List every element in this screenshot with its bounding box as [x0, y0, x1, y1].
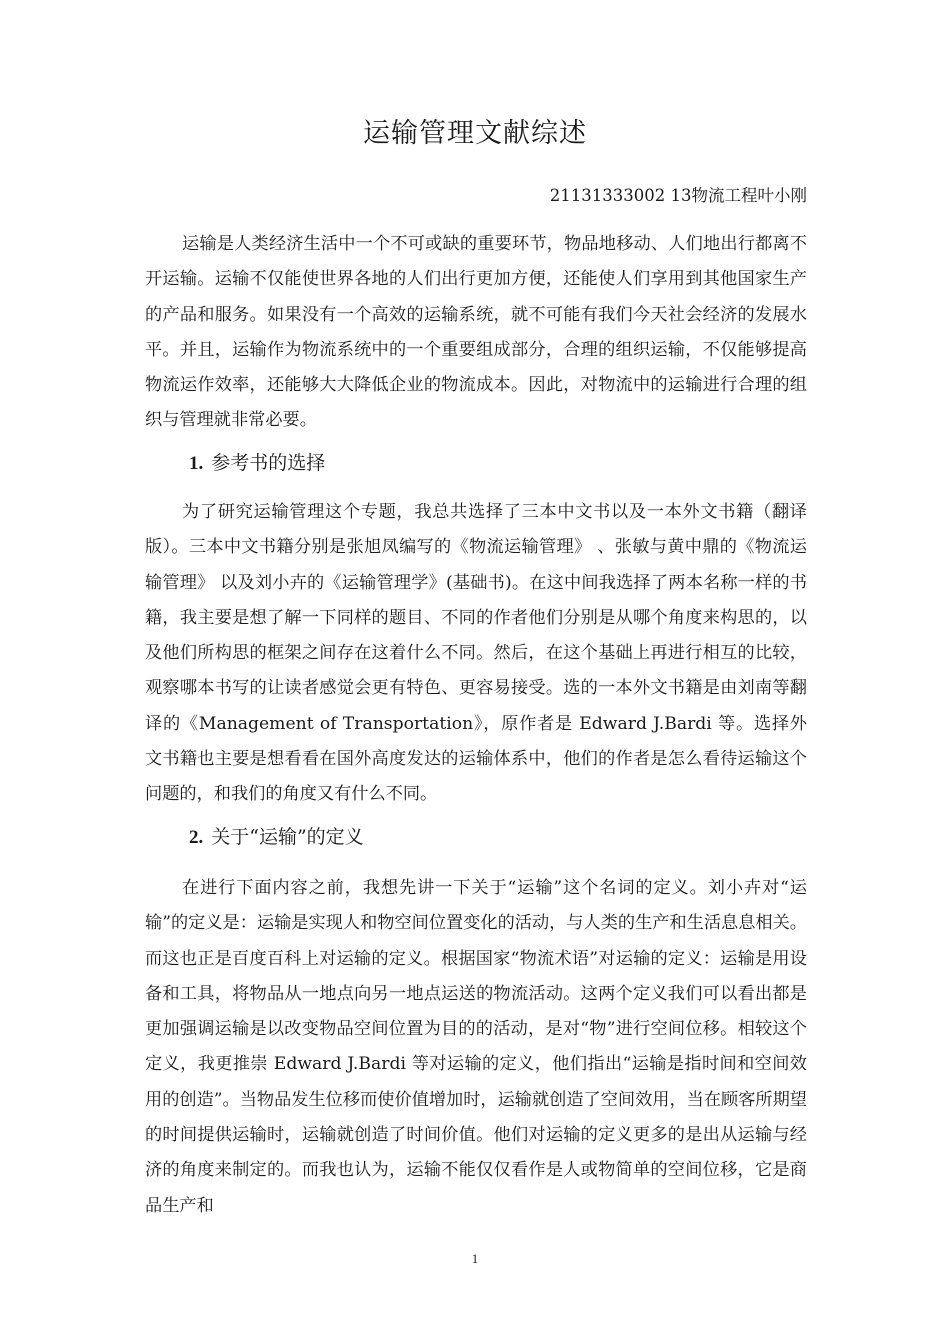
document-title: 运输管理文献综述: [363, 118, 587, 149]
section-heading-1: [189, 448, 325, 479]
section-2-paragraph: 在进行下面内容之前，我想先讲一下关于“运输”这个名词的定义。刘小卉对“运输”的定义是：运输是实现人和物空间位置变化的活动，与人类的生产和生活息息相关。而这也正是百度百科上对运输的定义。根据国家“物流术语”对运输的定义：运输是用设备和工具，将物品从一地点向另一地点运送的物流活动。这两个定义我们可以看出都是更加强调运输是以改变物品空间位置为目的的活动，是对“物”进行空间位移。相较这个定义，我更推崇 Edward J.Bardi 等对运输的定义，他们指出“运输是指时间和空间效用的创造”。当物品发生位移而使价值增加时，运输就创造了空间效用，当在顾客所期望的时间提供运输时，运输就创造了时间价值。他们对运输的定义更多的是出从运输与经济的角度来制定的。而我也认为，运输不能仅仅看作是人或物简单的空间位移，它是商品生产和: [145, 878, 807, 1216]
section-title: 参考书的选择: [211, 452, 326, 474]
section-1-paragraph: 为了研究运输管理这个专题，我总共选择了三本中文书以及一本外文书籍（翻译版）。三本中文书籍分别是张旭凤编写的《物流运输管理》 、张敏与黄中鼎的《物流运输管理》 以及刘小卉的《运输管理学》(基础书)。在这中间我选择了两本名称一样的书籍，我主要是想了解一下同样的题目、不同的作者他们分别是从哪个角度来构思的，以及他们所构思的框架之间存在这着什么不同。然后，在这个基础上再进行相互的比较，观察哪本书写的让读者感觉会更有特色、更容易接受。选的一本外文书籍是由刘南等翻译的《Management of Transportation》，原作者是 Edward J.Bardi 等。选择外文书籍也主要是想看看在国外高度发达的运输体系中，他们的作者是怎么看待运输这个问题的，和我们的角度又有什么不同。: [145, 502, 807, 805]
section-title: 关于“运输”的定义: [211, 826, 364, 848]
page-number: 1: [471, 1251, 479, 1266]
section-heading-2: [189, 822, 364, 853]
section-number: 2.: [189, 827, 204, 848]
author-line: 21131333002 13物流工程叶小刚: [549, 186, 807, 205]
intro-paragraph: 运输是人类经济生活中一个不可或缺的重要环节，物品地移动、人们地出行都离不开运输。运输不仅能使世界各地的人们出行更加方便，还能使人们享用到其他国家生产的产品和服务。如果没有一个高效的运输系统，就不可能有我们今天社会经济的发展水平。并且，运输作为物流系统中的一个重要组成部分，合理的组织运输，不仅能够提高物流运作效率，还能够大大降低企业的物流成本。因此，对物流中的运输进行合理的组织与管理就非常必要。: [145, 234, 807, 431]
section-number: 1.: [189, 453, 204, 474]
